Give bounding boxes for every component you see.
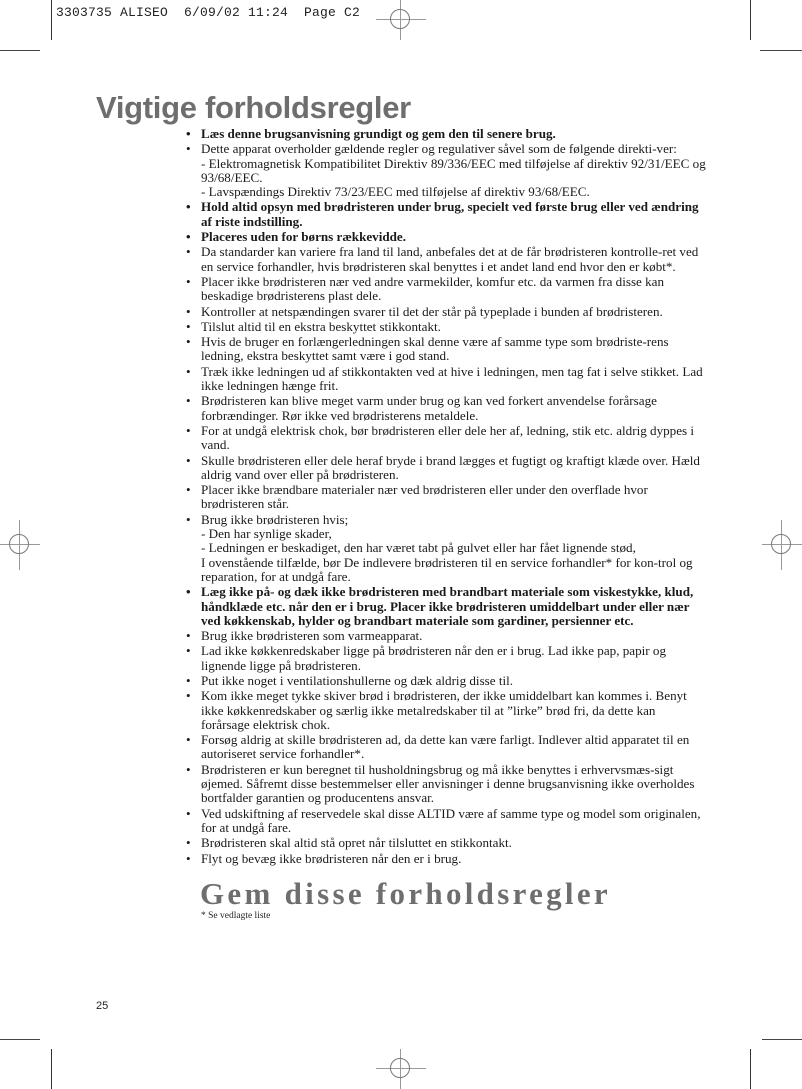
registration-mark-left (0, 520, 40, 570)
list-item-text: Læs denne brugsanvisning grundigt og gem den til senere brug. (201, 126, 556, 141)
list-item (186, 733, 706, 762)
list-item (186, 852, 706, 866)
list-item-text: Placer ikke brændbare materialer nær ved brødristeren eller under den overflade hvor brødristeren står. (201, 482, 648, 512)
list-item (186, 142, 706, 199)
list-item-text: Brug ikke brødristeren som varmeapparat. (201, 628, 423, 644)
list-item-text: Træk ikke ledningen ud af stikkontakten ved at hive i ledningen, men tag fat i selve stikket. Lad ikke ledningen hænge frit. (201, 363, 703, 394)
bullet-icon: • (186, 141, 191, 157)
list-item (186, 394, 706, 423)
list-item-text: Forsøg aldrig at skille brødristeren ad, da dette kan være farligt. Indlever altid apparatet til en autoriseret service forhandler*. (201, 732, 690, 762)
bullet-icon: • (186, 482, 191, 498)
list-item (186, 585, 706, 628)
registration-mark-right (762, 520, 802, 570)
crop-mark (0, 1039, 40, 1040)
print-slug: 3303735 ALISEO 6/09/02 11:24 Page C2 (56, 5, 361, 20)
bullet-icon: • (186, 672, 191, 688)
sub-item-text: I ovenstående tilfælde, bør De indlevere brødristeren til en service forhandler* for kon-trol og reparation, for at undgå fare. (201, 554, 693, 584)
list-item-text: Brødristeren kan blive meget varm under brug og kan ved forkert anvendelse forårsage forbrændinger. Rør ikke ved brødristerens metaldele. (201, 393, 657, 423)
crop-mark (750, 1049, 751, 1089)
list-item-text: Dette apparat overholder gældende regler og regulativer såvel som de følgende direkti-ver: (201, 141, 677, 157)
list-item-text: Placeres uden for børns rækkevidde. (201, 229, 407, 245)
bullet-icon: • (186, 126, 191, 141)
list-item-text: Flyt og bevæg ikke brødristeren når den er i brug. (201, 850, 462, 866)
bullet-icon: • (186, 732, 191, 748)
list-item (186, 454, 706, 483)
bullet-icon: • (186, 643, 191, 659)
list-item-text: Da standarder kan variere fra land til land, anbefales det at de får brødristeren kontrolle-ret ved en service forhandler, hvis brødristeren skal benyttes i et andet land end hvor den er købt*. (201, 244, 699, 274)
list-item (186, 275, 706, 304)
bullet-icon: • (186, 584, 191, 600)
list-item (186, 513, 706, 584)
list-item-text: Hold altid opsyn med brødristeren under brug, specielt ved første brug eller ved ændring af riste indstilling. (201, 199, 699, 229)
list-item (186, 320, 706, 334)
bullet-icon: • (186, 334, 191, 350)
bullet-icon: • (186, 244, 191, 260)
bullet-icon: • (186, 761, 191, 777)
list-item-text: Lad ikke køkkenredskaber ligge på brødristeren når den er i brug. Lad ikke pap, papir og lignende ligge på brødristeren. (201, 643, 667, 673)
bullet-icon: • (186, 199, 191, 215)
list-item (186, 200, 706, 229)
list-item-text: Brødristeren er kun beregnet til husholdningsbrug og må ikke benyttes i erhvervsmæs-sigt øjemed. Såfremt disse bestemmelser eller anvisninger i denne brugsanvisning ikke overholdes bortfalder garantien og producentens ansvar. (201, 761, 695, 806)
registration-mark-bottom (376, 1049, 426, 1089)
bullet-icon: • (186, 303, 191, 319)
list-item-text: Brug ikke brødristeren hvis; (201, 511, 349, 527)
registration-mark-top (376, 0, 426, 40)
list-item (186, 335, 706, 364)
list-item-text: Placer ikke brødristeren nær ved andre varmekilder, komfur etc. da varmen fra disse kan beskadige brødristerens plast dele. (201, 273, 665, 304)
page-title: Vigtige forholdsregler (96, 90, 411, 125)
sub-item-text: - Lavspændings Direktiv 73/23/EEC med tilføjelse af direktiv 93/68/EEC. (201, 184, 590, 200)
list-item-text: Kom ikke meget tykke skiver brød i brødristeren, der ikke umiddelbart kan kommes i. Benyt ikke køkkenredskaber og særlig ikke metalredskaber til at ”lirke” brød fri, da dette kan forårsage elektrisk chok. (201, 688, 687, 732)
list-item-text: Hvis de bruger en forlængerledningen skal denne være af samme type som brødriste-rens ledning, ekstra beskyttet samt være i god stand. (201, 334, 669, 364)
list-item (186, 365, 706, 394)
list-item-text: For at undgå elektrisk chok, bør brødristeren eller dele her af, ledning, stik etc. aldrig dyppes i vand. (201, 422, 695, 453)
list-item (186, 305, 706, 319)
list-item (186, 245, 706, 274)
bullet-icon: • (186, 363, 191, 379)
list-item (186, 127, 706, 141)
bullet-icon: • (186, 273, 191, 289)
closing-heading: Gem disse forholdsregler (200, 876, 611, 911)
bullet-icon: • (186, 805, 191, 821)
footnote: * Se vedlagte liste (201, 911, 271, 921)
list-item (186, 230, 706, 244)
list-item-text: Læg ikke på- og dæk ikke brødristeren med brandbart materiale som viskestykke, klud, håndklæde etc. når den er i brug. Placer ikke brødristeren umiddelbart under eller nær ved køkkenskab, hylder og brandbart materiale som gardiner, persienner etc. (201, 584, 694, 628)
bullet-icon: • (186, 393, 191, 409)
list-item-text: Ved udskiftning af reservedele skal disse ALTID være af samme type og model som originalen, for at undgå fare. (201, 805, 701, 835)
sub-item-text: - Den har synlige skader, (201, 526, 332, 542)
list-item-text: Put ikke noget i ventilationshullerne og dæk aldrig disse til. (201, 672, 514, 688)
bullet-icon: • (186, 850, 191, 866)
sub-item-text: - Elektromagnetisk Kompatibilitet Direktiv 89/336/EEC med tilføjelse af direktiv 92/31/EEC og 93/68/EEC. (201, 155, 706, 185)
bullet-icon: • (186, 422, 191, 438)
list-item (186, 836, 706, 850)
list-item (186, 483, 706, 512)
list-item (186, 644, 706, 673)
bullet-icon: • (186, 318, 191, 334)
list-item (186, 689, 706, 732)
list-item (186, 674, 706, 688)
crop-mark (760, 50, 802, 51)
list-item-text: Kontroller at netspændingen svarer til det der står på typeplade i bunden af brødristeren. (201, 303, 663, 319)
page-number: 25 (96, 1000, 109, 1012)
crop-mark (762, 1039, 802, 1040)
list-item-text: Skulle brødristeren eller dele heraf bryde i brand lægges et fugtigt og kraftigt klæde over. Hæld aldrig vand over eller på brødristeren. (201, 452, 700, 482)
crop-mark (0, 50, 40, 51)
bullet-icon: • (186, 511, 191, 527)
list-item (186, 424, 706, 453)
bullet-icon: • (186, 688, 191, 704)
list-item (186, 629, 706, 643)
crop-mark (51, 0, 52, 40)
list-item (186, 807, 706, 836)
list-item-text: Tilslut altid til en ekstra beskyttet stikkontakt. (201, 318, 441, 334)
bullet-icon: • (186, 835, 191, 851)
bullet-icon: • (186, 628, 191, 644)
precautions-list (186, 127, 706, 867)
list-item-text: Brødristeren skal altid stå opret når tilsluttet en stikkontakt. (201, 835, 512, 851)
crop-mark (51, 1049, 52, 1089)
crop-mark (750, 0, 751, 40)
list-item (186, 763, 706, 806)
bullet-icon: • (186, 452, 191, 468)
bullet-icon: • (186, 229, 191, 245)
sub-item-text: - Ledningen er beskadiget, den har været tabt på gulvet eller har fået lignende stød, (201, 540, 636, 556)
